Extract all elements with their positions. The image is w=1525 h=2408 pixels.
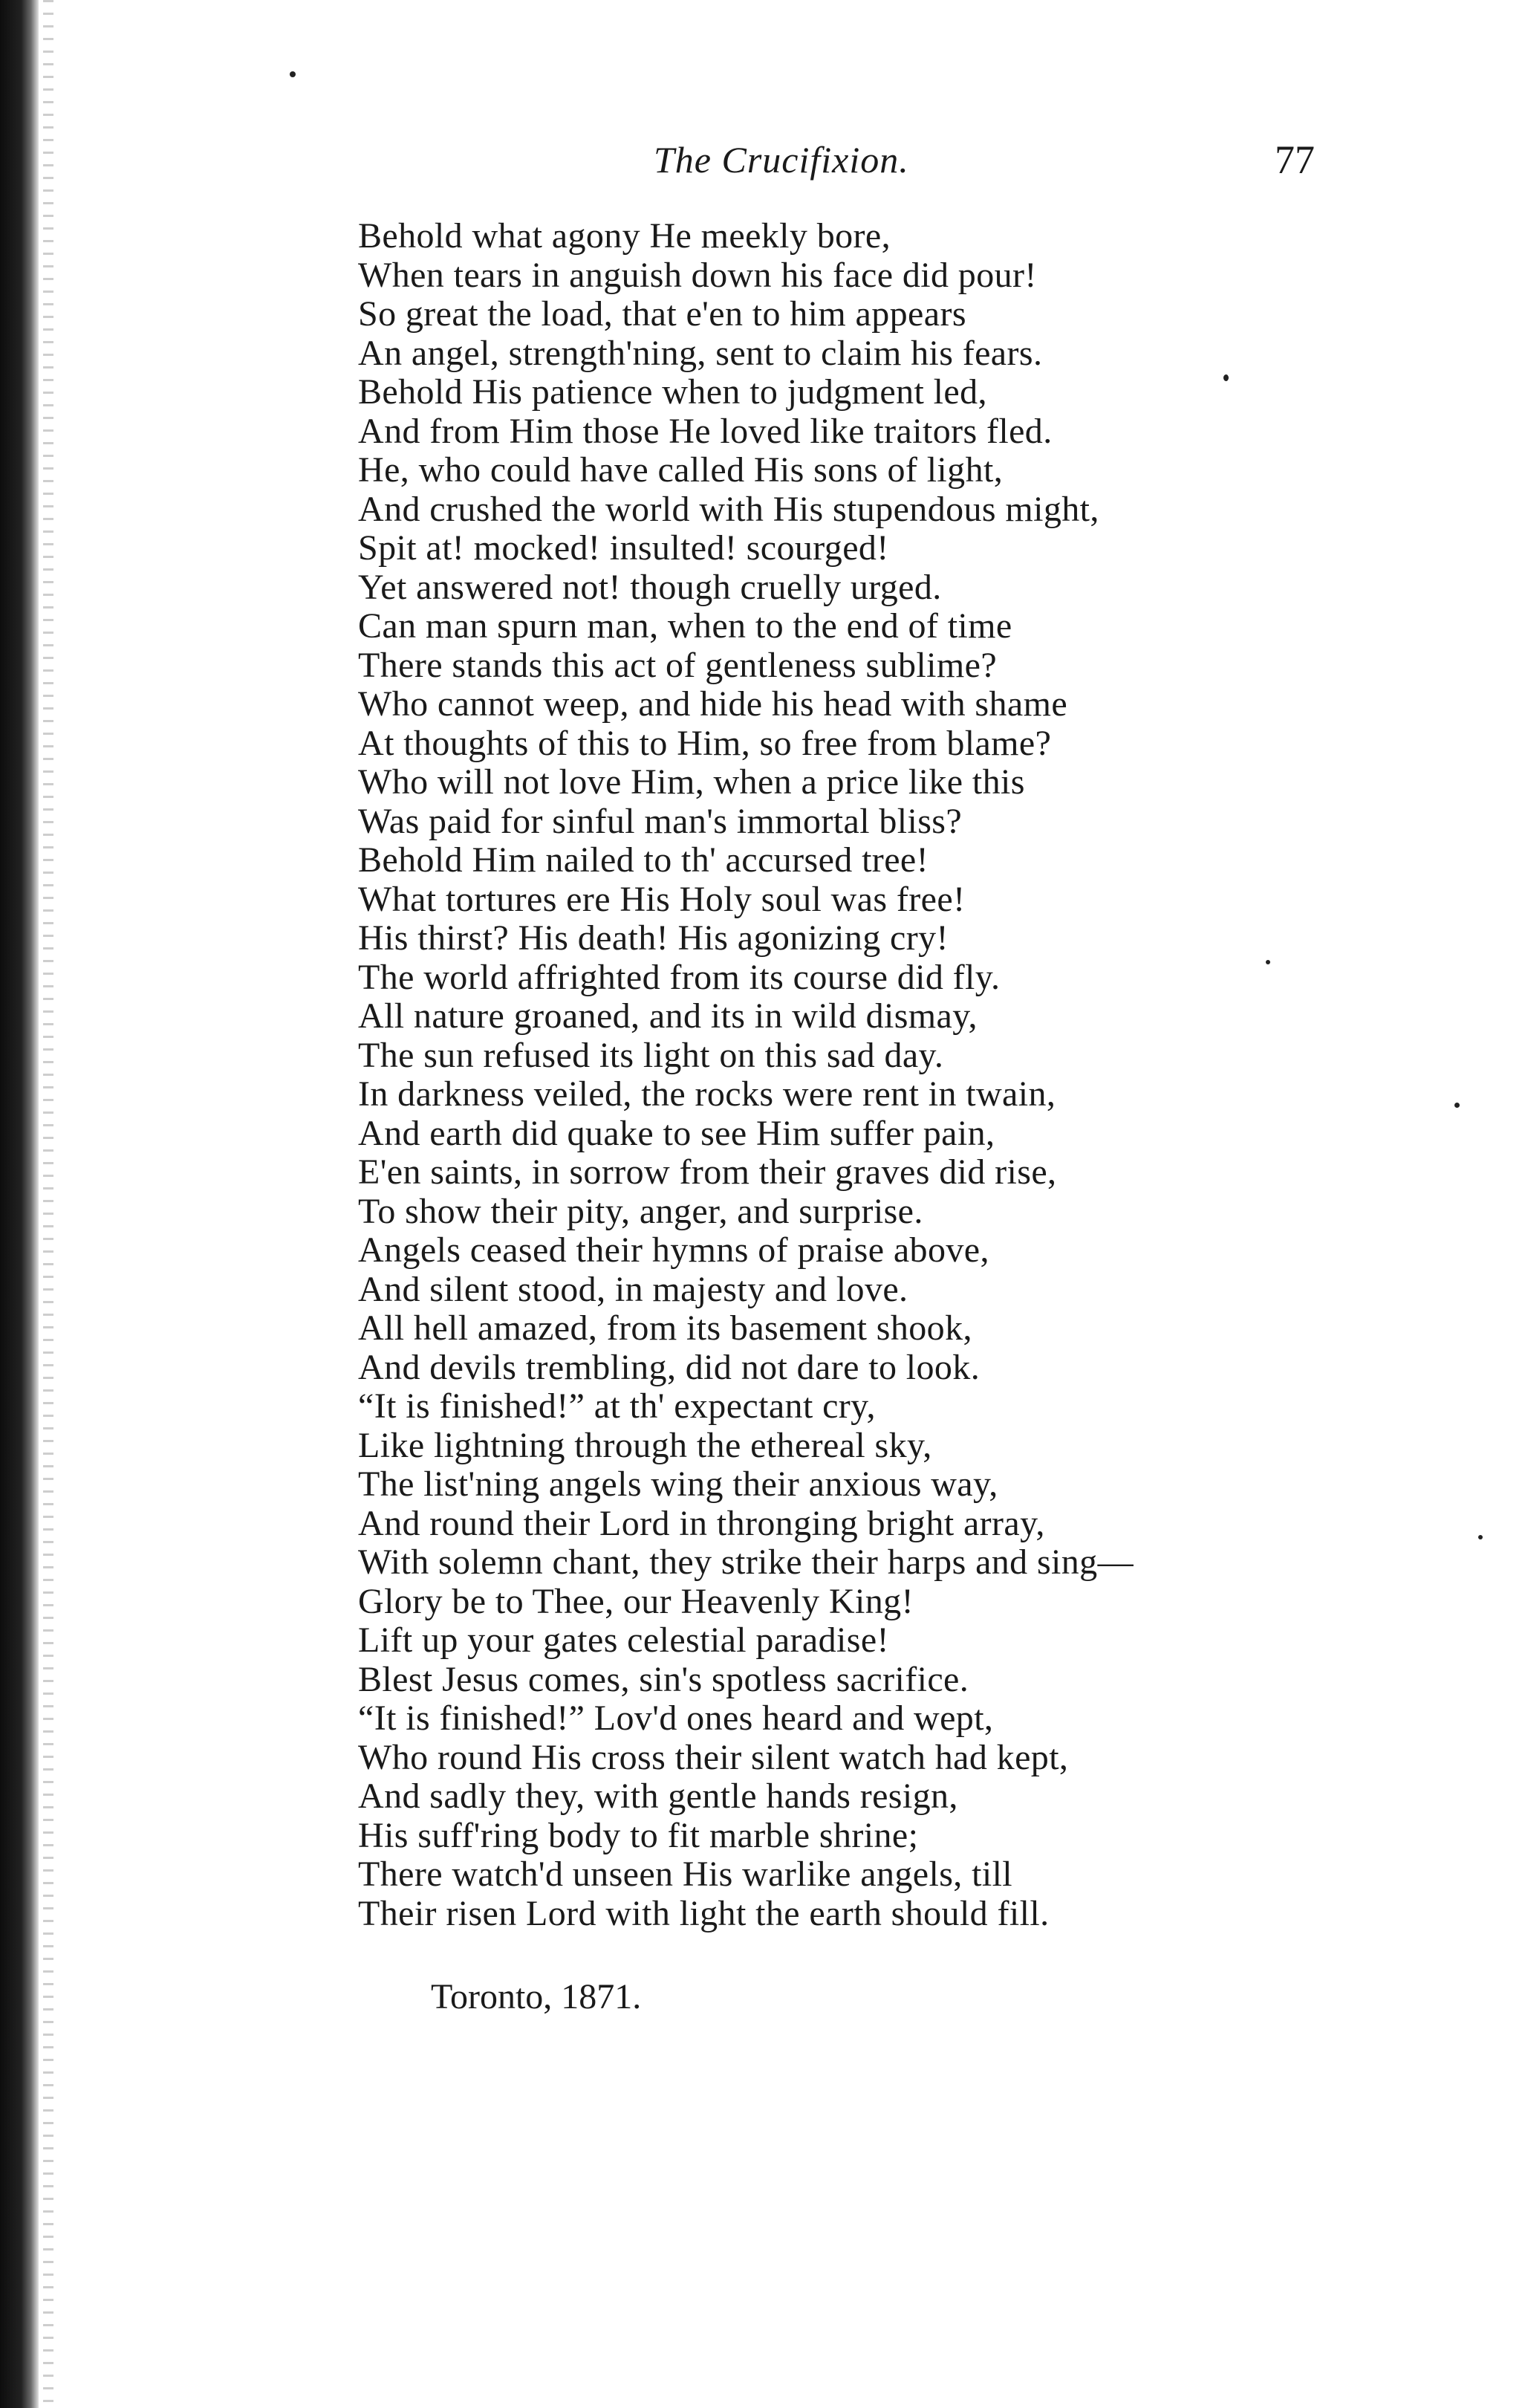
poem-line: And sadly they, with gentle hands resign,: [358, 1776, 958, 1816]
poem-line: “It is finished!” Lov'd ones heard and wept,: [358, 1698, 994, 1738]
book-binding-edge: [0, 0, 39, 2408]
poem-line: Behold what agony He meekly bore,: [358, 216, 891, 256]
poem-line: And from Him those He loved like traitors fled.: [358, 411, 1053, 451]
poem-line: Who cannot weep, and hide his head with shame: [358, 684, 1068, 724]
poem-line: The sun refused its light on this sad day.: [358, 1035, 944, 1075]
poem-line: He, who could have called His sons of light,: [358, 450, 1004, 490]
print-speck: [1478, 1535, 1483, 1539]
poem-line: Who will not love Him, when a price like this: [358, 762, 1025, 802]
poem-line: And silent stood, in majesty and love.: [358, 1269, 908, 1309]
poem-line: His thirst? His death! His agonizing cry!: [358, 918, 949, 958]
binding-shadow: [43, 0, 53, 2408]
poem-line: To show their pity, anger, and surprise.: [358, 1191, 923, 1231]
print-speck: [290, 71, 296, 77]
poem-line: Blest Jesus comes, sin's spotless sacrifice.: [358, 1659, 969, 1699]
running-title: The Crucifixion.: [654, 139, 909, 181]
print-speck: [1454, 1103, 1460, 1108]
poem-line: All nature groaned, and its in wild dismay,: [358, 996, 978, 1036]
poem-line: And crushed the world with His stupendous might,: [358, 489, 1099, 529]
poem-line: In darkness veiled, the rocks were rent in twain,: [358, 1074, 1056, 1114]
poem-line: His suff'ring body to fit marble shrine;: [358, 1815, 919, 1855]
poem-line: When tears in anguish down his face did pour!: [358, 255, 1037, 295]
poem-line: The world affrighted from its course did fly.: [358, 957, 1001, 997]
poem-line: The list'ning angels wing their anxious way,: [358, 1464, 998, 1504]
poem-line: “It is finished!” at th' expectant cry,: [358, 1386, 876, 1426]
poem-line: And earth did quake to see Him suffer pain,: [358, 1113, 995, 1153]
poem-line: An angel, strength'ning, sent to claim his fears.: [358, 333, 1043, 373]
poem-line: E'en saints, in sorrow from their graves did rise,: [358, 1152, 1057, 1192]
poem-line: Spit at! mocked! insulted! scourged!: [358, 528, 889, 568]
poem-line: Lift up your gates celestial paradise!: [358, 1620, 889, 1660]
poem-line: With solemn chant, they strike their harps and sing—: [358, 1542, 1134, 1582]
poem-line: Glory be to Thee, our Heavenly King!: [358, 1581, 914, 1621]
poem-line: Like lightning through the ethereal sky,: [358, 1425, 932, 1465]
poem-line: Can man spurn man, when to the end of time: [358, 606, 1012, 646]
poem-line: Their risen Lord with light the earth should fill.: [358, 1893, 1050, 1933]
poem-line: Was paid for sinful man's immortal bliss?: [358, 801, 963, 841]
poem-line: Angels ceased their hymns of praise above,: [358, 1230, 989, 1270]
poem-line: And round their Lord in thronging bright array,: [358, 1503, 1045, 1543]
poem-line: There watch'd unseen His warlike angels, till: [358, 1854, 1013, 1894]
poem-line: Behold His patience when to judgment led,: [358, 372, 987, 412]
poem-line: Who round His cross their silent watch had kept,: [358, 1737, 1069, 1777]
poem-line: Behold Him nailed to th' accursed tree!: [358, 840, 929, 880]
poem-line: So great the load, that e'en to him appears: [358, 294, 966, 334]
poem-line: Yet answered not! though cruelly urged.: [358, 567, 942, 607]
poem-line: At thoughts of this to Him, so free from blame?: [358, 723, 1052, 763]
poem-line: What tortures ere His Holy soul was free!: [358, 879, 966, 919]
poem-line: There stands this act of gentleness sublime?: [358, 645, 998, 685]
poem-line: And devils trembling, did not dare to look.: [358, 1347, 981, 1387]
poem-body: [358, 217, 1316, 1933]
page-number: 77: [1275, 137, 1315, 182]
poem-line: All hell amazed, from its basement shook,: [358, 1308, 972, 1348]
place-date: Toronto, 1871.: [431, 1977, 642, 2016]
running-head: [349, 134, 1315, 186]
